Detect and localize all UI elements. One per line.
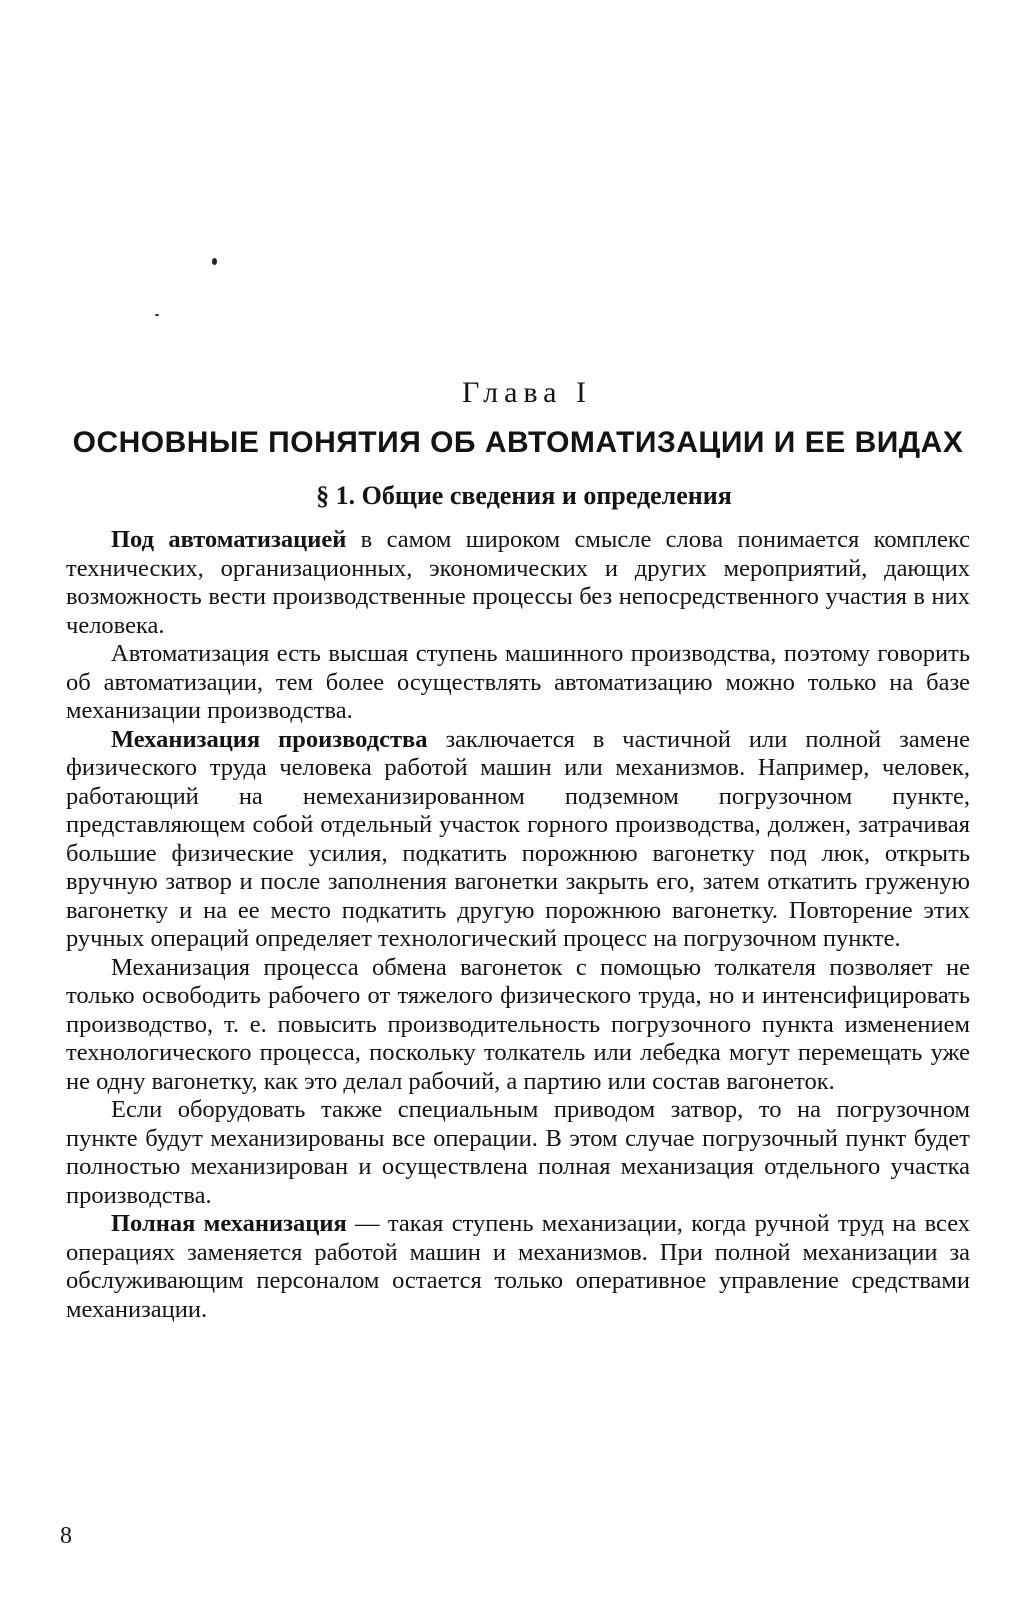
scan-speck [155, 314, 159, 316]
page-number: 8 [60, 1523, 72, 1549]
paragraph [66, 1210, 970, 1324]
section-title: § 1. Общие сведения и определения [316, 481, 732, 510]
paragraph [66, 640, 970, 726]
paragraph-text: — такая ступень механизации, когда ручной труд на всех операциях заменяется работой машин и механизмов. При полной механизации за обслуживающим персоналом остается только оперативное управление средствами механизации. [66, 1210, 970, 1323]
paragraph-text: Механизация процесса обмена вагонеток с помощью толкателя позволяет не только освободить рабочего от тяжелого физического труда, но и интенсифицировать производство, т. е. повысить производительность погрузочного пункта изменением технологического процесса, поскольку толкатель или лебедка могут перемещать уже не одну вагонетку, как это делал рабочий, а партию или состав вагонеток. [66, 953, 970, 1095]
paragraph [66, 726, 970, 954]
paragraph [66, 1096, 970, 1210]
paragraph [66, 526, 970, 640]
chapter-title: ОСНОВНЫЕ ПОНЯТИЯ ОБ АВТОМАТИЗАЦИИ И ЕЕ ВИДАХ [72, 426, 964, 459]
paragraph [66, 954, 970, 1097]
chapter-label: Глава I [462, 376, 592, 409]
term-bold: Полная механизация [111, 1210, 347, 1237]
paragraph-text: Автоматизация есть высшая ступень машинного производства, поэтому говорить об автоматизации, тем более осуществлять автоматизацию можно только на базе механизации производства. [66, 640, 970, 724]
term-bold: Механизация производства [111, 725, 428, 753]
scan-speck [212, 258, 217, 265]
body-text [66, 526, 970, 1324]
paragraph-text: заключается в частичной или полной замене физического труда человека работой машин или механизмов. Например, человек, работающий на немеханизированном подземном погрузочном пункте, представляющем собой отдельный участок горного производства, должен, затрачивая большие физические усилия, подкатить порожнюю вагонетку под люк, открыть вручную затвор и после заполнения вагонетки закрыть его, затем откатить груженую вагонетку и на ее место подкатить другую порожнюю вагонетку. Повторение этих ручных операций определяет технологический процесс на погрузочном пункте. [66, 725, 970, 952]
paragraph-text: Если оборудовать также специальным приводом затвор, то на погрузочном пункте будут механизированы все операции. В этом случае погрузочный пункт будет полностью механизирован и осуществлена полная механизация отдельного участка производства. [66, 1096, 970, 1209]
term-bold: Под автоматизацией [111, 526, 347, 553]
paragraph-text: в самом широком смысле слова понимается комплекс технических, организационных, экономических и других мероприятий, дающих возможность вести производственные процессы без непосредственного участия в них человека. [66, 526, 970, 639]
